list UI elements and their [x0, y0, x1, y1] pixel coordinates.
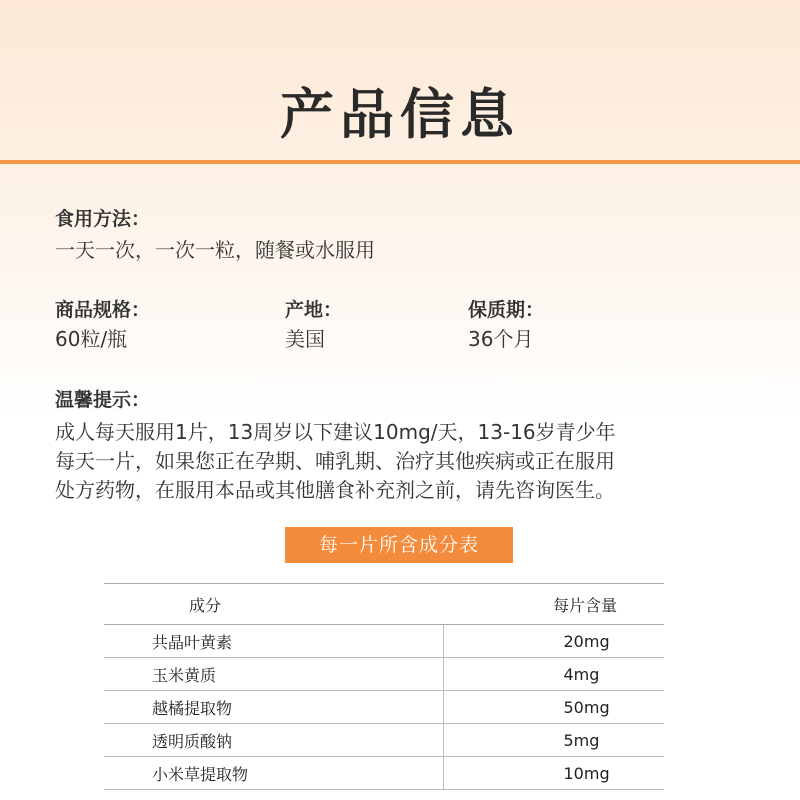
- ingredients-table: [104, 583, 664, 790]
- page-title: 产品信息: [280, 83, 520, 146]
- table-row: [104, 691, 664, 724]
- table-header-row: [104, 584, 664, 625]
- title-divider: [0, 160, 800, 164]
- origin-value: 美国: [285, 327, 325, 351]
- ingredient-amount: 10mg: [443, 757, 664, 790]
- ingredient-name: 小米草提取物: [104, 757, 443, 790]
- shelf-life-value: 36个月: [468, 327, 534, 351]
- ingredient-name: 越橘提取物: [104, 691, 443, 724]
- usage-label: 食用方法：: [55, 208, 151, 230]
- ingredient-amount: 4mg: [443, 658, 664, 691]
- ingredient-amount: 5mg: [443, 724, 664, 757]
- ingredient-name: 透明质酸钠: [104, 724, 443, 757]
- ingredient-amount: 20mg: [443, 625, 664, 658]
- origin-label: 产地：: [285, 299, 343, 321]
- notice-line: 每天一片，如果您正在孕期、哺乳期、治疗其他疾病或正在服用: [55, 449, 615, 473]
- table-row: [104, 658, 664, 691]
- ingredient-amount: 50mg: [443, 691, 664, 724]
- notice-line: 处方药物，在服用本品或其他膳食补充剂之前，请先咨询医生。: [55, 478, 615, 502]
- shelf-life-label: 保质期：: [468, 299, 545, 321]
- notice-line: 成人每天服用1片，13周岁以下建议10mg/天，13-16岁青少年: [55, 420, 616, 444]
- table-title: 每一片所含成分表: [285, 527, 513, 563]
- table-row: [104, 625, 664, 658]
- header-ingredient: 成分: [104, 584, 443, 625]
- table-row: [104, 724, 664, 757]
- header-amount: 每片含量: [443, 584, 664, 625]
- ingredient-name: 玉米黄质: [104, 658, 443, 691]
- table-row: [104, 757, 664, 790]
- ingredient-name: 共晶叶黄素: [104, 625, 443, 658]
- spec-label: 商品规格：: [55, 299, 151, 321]
- usage-value: 一天一次，一次一粒，随餐或水服用: [55, 238, 375, 262]
- spec-value: 60粒/瓶: [55, 327, 128, 351]
- notice-text: [55, 418, 755, 505]
- notice-label: 温馨提示：: [55, 389, 151, 411]
